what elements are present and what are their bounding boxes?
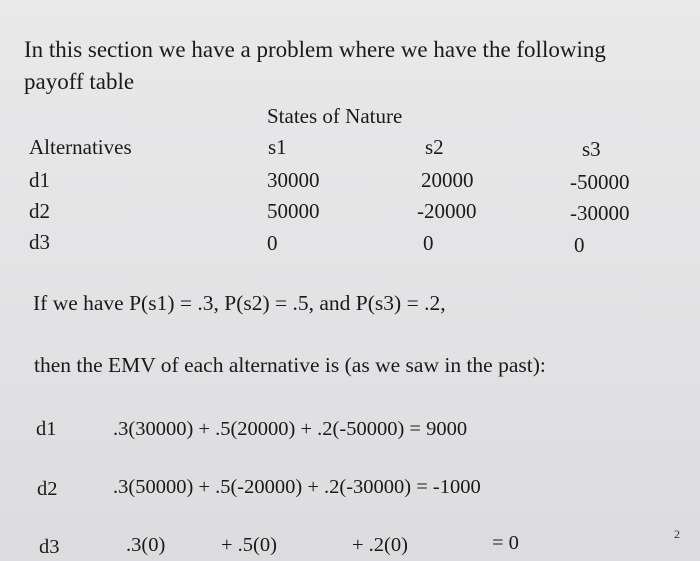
emv-expression-d2: .3(50000) + .5(-20000) + .2(-30000) = -1000 <box>113 476 481 498</box>
page-number: 2 <box>674 527 680 541</box>
row-label-d1: d1 <box>29 168 50 192</box>
emv-expression-d3-term1: .3(0) <box>126 534 166 556</box>
column-header-s3: s3 <box>582 137 601 161</box>
cell-d2-s2: -20000 <box>417 199 477 223</box>
cell-d3-s1: 0 <box>267 231 278 255</box>
emv-label-d2: d2 <box>37 478 58 500</box>
row-label-d3: d3 <box>29 230 50 254</box>
emv-expression-d3-term3: + .2(0) <box>352 534 408 556</box>
probabilities-statement: If we have P(s1) = .3, P(s2) = .5, and P(s3) = .2, <box>33 291 446 315</box>
cell-d2-s1: 50000 <box>267 199 320 223</box>
emv-intro: then the EMV of each alternative is (as we saw in the past): <box>34 353 546 377</box>
emv-label-d3: d3 <box>39 536 60 558</box>
emv-expression-d3-term2: + .5(0) <box>221 534 277 556</box>
row-label-d2: d2 <box>29 199 50 223</box>
intro-line-2: payoff table <box>24 69 135 94</box>
cell-d1-s3: -50000 <box>570 170 630 194</box>
column-header-s2: s2 <box>425 135 444 159</box>
cell-d1-s1: 30000 <box>267 168 320 192</box>
cell-d2-s3: -30000 <box>570 201 630 225</box>
column-header-s1: s1 <box>268 135 287 159</box>
cell-d3-s2: 0 <box>423 231 434 255</box>
emv-expression-d1: .3(30000) + .5(20000) + .2(-50000) = 9000 <box>113 418 468 440</box>
cell-d3-s3: 0 <box>574 233 585 257</box>
emv-label-d1: d1 <box>36 418 57 440</box>
cell-d1-s2: 20000 <box>421 168 474 192</box>
intro-line-1: In this section we have a problem where we have the following <box>24 37 606 62</box>
states-of-nature-header: States of Nature <box>267 104 403 128</box>
emv-expression-d3-result: = 0 <box>492 532 519 554</box>
alternatives-header: Alternatives <box>29 135 132 159</box>
